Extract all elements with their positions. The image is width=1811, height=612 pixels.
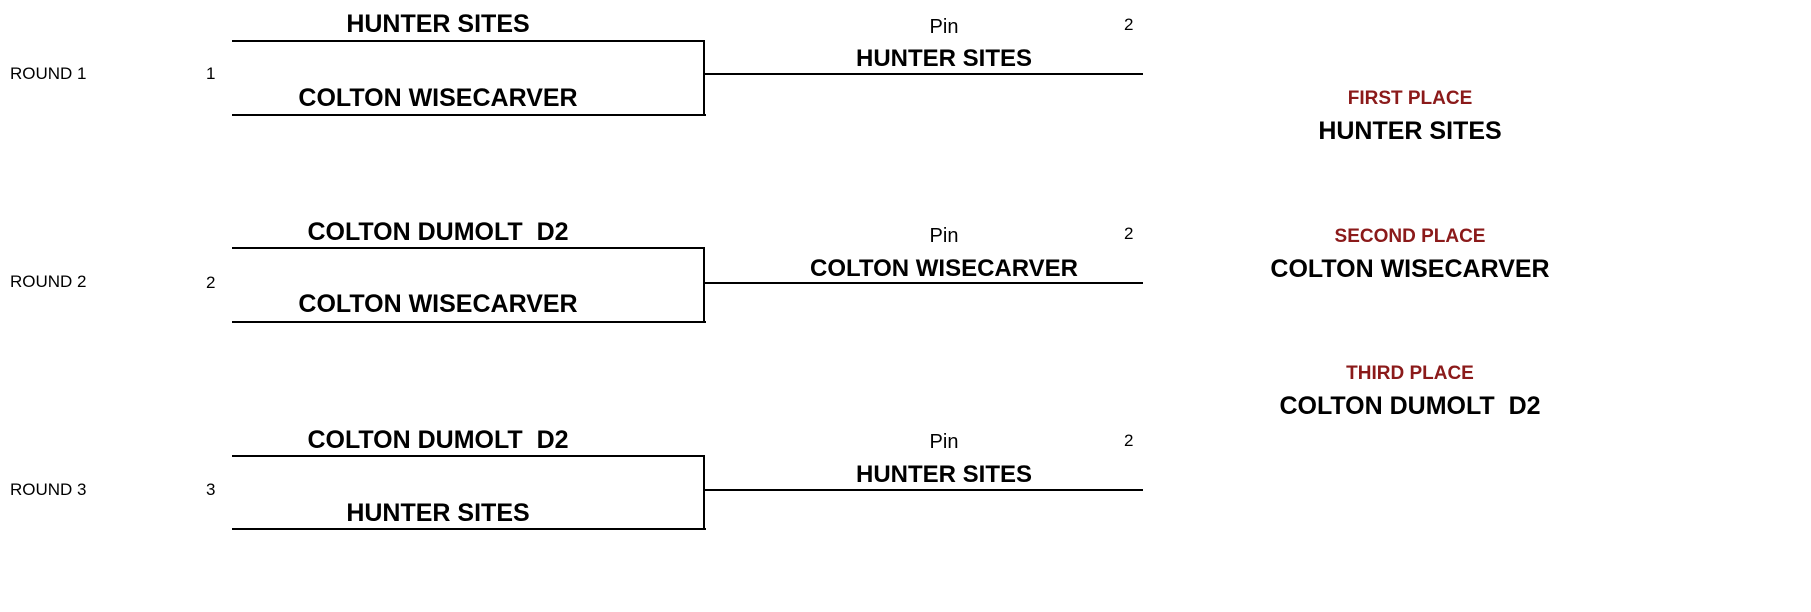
bracket-line-top [232, 40, 704, 42]
win-period: 2 [1124, 224, 1134, 243]
wrestler-top: COLTON DUMOLT D2 [307, 426, 569, 454]
second-place-title: SECOND PLACE [1334, 226, 1486, 247]
wrestler-bottom: HUNTER SITES [346, 499, 530, 527]
bout-number: 2 [206, 273, 216, 292]
second-place-name: COLTON WISECARVER [1270, 255, 1550, 283]
win-method: Pin [929, 225, 959, 247]
bout-number: 3 [206, 480, 216, 499]
wrestler-top: COLTON DUMOLT D2 [307, 218, 569, 246]
win-method: Pin [929, 16, 959, 38]
bracket-line-winner [703, 489, 1143, 491]
winner-name: HUNTER SITES [855, 461, 1032, 488]
first-place-title: FIRST PLACE [1347, 88, 1473, 109]
winner-name: COLTON WISECARVER [809, 255, 1079, 282]
win-period: 2 [1124, 15, 1134, 34]
bracket-connector [703, 247, 705, 323]
wrestler-bottom: COLTON WISECARVER [298, 290, 578, 318]
bracket-line-bottom [232, 321, 706, 323]
third-place-name: COLTON DUMOLT D2 [1279, 392, 1541, 420]
third-place-title: THIRD PLACE [1346, 363, 1474, 384]
bracket-line-top [232, 455, 704, 457]
round-label: ROUND 3 [10, 480, 87, 499]
round-label: ROUND 1 [10, 64, 87, 83]
bout-number: 1 [206, 64, 216, 83]
round-label: ROUND 2 [10, 272, 87, 291]
bracket-connector [703, 40, 705, 116]
bracket-line-winner [703, 73, 1143, 75]
wrestler-bottom: COLTON WISECARVER [298, 84, 578, 112]
bracket-line-top [232, 247, 704, 249]
win-period: 2 [1124, 431, 1134, 450]
bracket-connector [703, 455, 705, 530]
bracket-line-bottom [232, 114, 706, 116]
win-method: Pin [929, 431, 959, 453]
wrestler-top: HUNTER SITES [346, 10, 530, 38]
first-place-name: HUNTER SITES [1318, 117, 1502, 145]
winner-name: HUNTER SITES [855, 45, 1032, 72]
bracket-line-bottom [232, 528, 706, 530]
